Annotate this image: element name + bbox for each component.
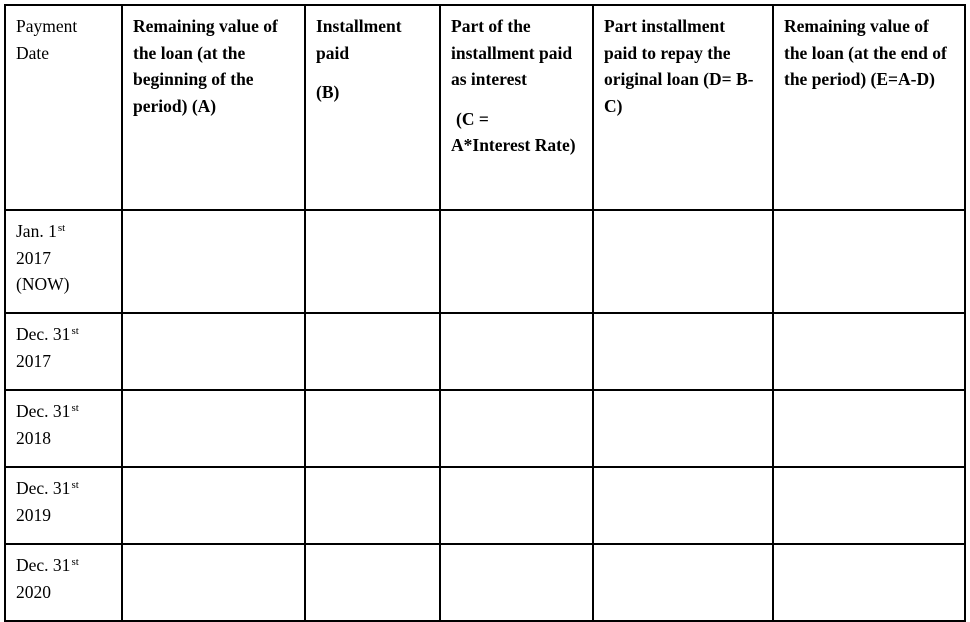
installment-paid-cell[interactable] bbox=[305, 313, 440, 390]
interest-part-cell[interactable] bbox=[440, 467, 593, 544]
remaining-begin-cell[interactable] bbox=[122, 210, 305, 313]
date-suffix: st bbox=[71, 325, 79, 337]
date-prefix: Dec. 31 bbox=[16, 555, 71, 575]
repay-part-cell[interactable] bbox=[593, 467, 773, 544]
date-year: 2020 bbox=[16, 581, 51, 602]
repay-part-cell[interactable] bbox=[593, 313, 773, 390]
header-repay-part bbox=[593, 5, 773, 210]
date-suffix: st bbox=[71, 479, 79, 491]
payment-date-cell bbox=[5, 210, 122, 313]
payment-date-cell bbox=[5, 467, 122, 544]
table-row bbox=[5, 467, 965, 544]
table-row bbox=[5, 390, 965, 467]
table-row bbox=[5, 544, 965, 621]
installment-paid-cell[interactable] bbox=[305, 467, 440, 544]
date-suffix: st bbox=[71, 402, 79, 414]
header-row bbox=[5, 5, 965, 210]
remaining-end-cell[interactable] bbox=[773, 390, 965, 467]
date-note: (NOW) bbox=[16, 274, 70, 294]
remaining-begin-cell[interactable] bbox=[122, 390, 305, 467]
date-prefix: Dec. 31 bbox=[16, 478, 71, 498]
date-suffix: st bbox=[71, 556, 79, 568]
header-repay-part-text: Part installment paid to repay the original loan (D= B-C) bbox=[604, 16, 754, 116]
installment-paid-cell[interactable] bbox=[305, 544, 440, 621]
header-remaining-end-text: Remaining value of the loan (at the end of the period) (E=A-D) bbox=[784, 16, 947, 89]
remaining-begin-cell[interactable] bbox=[122, 467, 305, 544]
header-installment-paid-text: Installment paid bbox=[316, 16, 402, 63]
header-remaining-begin-text: Remaining value of the loan (at the beginning of the period) (A) bbox=[133, 16, 278, 116]
header-payment-date bbox=[5, 5, 122, 210]
interest-part-cell[interactable] bbox=[440, 210, 593, 313]
installment-paid-cell[interactable] bbox=[305, 210, 440, 313]
remaining-begin-cell[interactable] bbox=[122, 313, 305, 390]
header-remaining-begin bbox=[122, 5, 305, 210]
header-payment-date-text: Payment Date bbox=[16, 16, 78, 63]
payment-date-cell bbox=[5, 544, 122, 621]
remaining-end-cell[interactable] bbox=[773, 544, 965, 621]
date-prefix: Jan. 1 bbox=[16, 221, 57, 241]
header-installment-paid bbox=[305, 5, 440, 210]
date-year: 2019 bbox=[16, 504, 51, 525]
date-year: 2018 bbox=[16, 427, 51, 448]
loan-amortization-table bbox=[4, 4, 966, 622]
table-row bbox=[5, 210, 965, 313]
repay-part-cell[interactable] bbox=[593, 210, 773, 313]
header-interest-part bbox=[440, 5, 593, 210]
date-suffix: st bbox=[57, 222, 66, 234]
header-remaining-end bbox=[773, 5, 965, 210]
payment-date-cell bbox=[5, 390, 122, 467]
repay-part-cell[interactable] bbox=[593, 544, 773, 621]
header-interest-formula-2: A*Interest Rate) bbox=[451, 135, 576, 155]
remaining-end-cell[interactable] bbox=[773, 467, 965, 544]
remaining-begin-cell[interactable] bbox=[122, 544, 305, 621]
date-prefix: Dec. 31 bbox=[16, 324, 71, 344]
table-row bbox=[5, 313, 965, 390]
date-year: 2017 bbox=[16, 350, 51, 371]
date-prefix: Dec. 31 bbox=[16, 401, 71, 421]
repay-part-cell[interactable] bbox=[593, 390, 773, 467]
header-interest-part-text: Part of the installment paid as interest bbox=[451, 16, 573, 89]
interest-part-cell[interactable] bbox=[440, 390, 593, 467]
header-interest-formula-1: (C = bbox=[456, 108, 489, 129]
header-installment-paid-code: (B) bbox=[316, 82, 340, 102]
remaining-end-cell[interactable] bbox=[773, 313, 965, 390]
installment-paid-cell[interactable] bbox=[305, 390, 440, 467]
date-year: 2017 bbox=[16, 247, 51, 268]
payment-date-cell bbox=[5, 313, 122, 390]
remaining-end-cell[interactable] bbox=[773, 210, 965, 313]
interest-part-cell[interactable] bbox=[440, 544, 593, 621]
interest-part-cell[interactable] bbox=[440, 313, 593, 390]
